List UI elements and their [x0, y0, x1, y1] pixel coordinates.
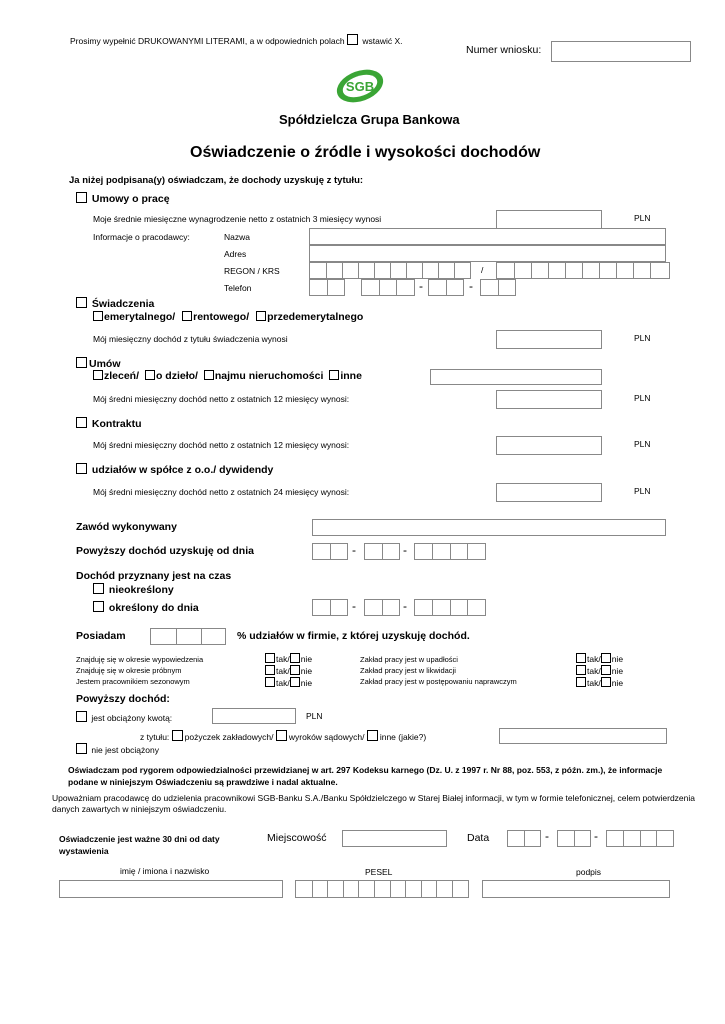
bank-name: Spółdzielcza Grupa Bankowa: [279, 112, 460, 127]
declaration-text: Oświadczam pod rygorem odpowiedzialności przewidzianej w art. 297 Kodeksu karnego (Dz. U. z 1997 r. Nr 88, poz. 553, z późn. zm.), że informacje podane w niniejszym Oświadczeniu są prawdziwe i nadal aktualne.: [68, 765, 663, 787]
reason-checkbox[interactable]: [276, 730, 287, 741]
employer-name-field[interactable]: [309, 228, 666, 245]
occupation-label: Zawód wykonywany: [76, 521, 177, 533]
status-left-labels: Znajduję się w okresie wypowiedzenia Znajduję się w okresie próbnym Jestem pracownikiem sezonowym: [76, 655, 204, 686]
until-day-field[interactable]: [312, 599, 348, 616]
pension-type-checkbox[interactable]: [93, 311, 103, 321]
currency-label: PLN: [634, 393, 651, 403]
not-burdened-checkbox[interactable]: [76, 743, 87, 754]
shares-income-field[interactable]: [496, 483, 602, 502]
share-percent-field[interactable]: [150, 628, 226, 645]
employment-option[interactable]: Umowy o pracę: [76, 192, 170, 205]
application-number-label: Numer wniosku:: [466, 44, 542, 56]
since-year-field[interactable]: [414, 543, 486, 560]
status-right-yesno[interactable]: tak/ nie tak/ nie tak/ nie: [576, 653, 623, 689]
since-month-field[interactable]: [364, 543, 400, 560]
signature-field[interactable]: [482, 880, 670, 898]
currency-label: PLN: [634, 213, 651, 223]
employer-address-label: Adres: [224, 249, 247, 259]
contracts-income-field[interactable]: [496, 390, 602, 409]
shares-income-label: Mój średni miesięczny dochód netto z ostatnich 24 miesięcy wynosi:: [93, 487, 350, 497]
phone-dash-1: -: [419, 279, 423, 293]
contract-type-checkbox[interactable]: [93, 370, 103, 380]
authorization-text: Upoważniam pracodawcę do udzielenia pracownikowi SGB-Banku S.A./Banku Spółdzielczego w Starej Białej informacji, w tym w formie telefonicznej, celem potwierdzenia danych zawartych w niniejszym oświadczeniu.: [52, 793, 695, 814]
currency-label: PLN: [634, 439, 651, 449]
checkbox-sample: [347, 34, 358, 45]
income-since-label: Powyższy dochód uzyskuję od dnia: [76, 545, 254, 557]
shares-option[interactable]: udziałów w spółce z o.o./ dywidendy: [76, 463, 273, 476]
validity-note: Oświadczenie jest ważne 30 dni od daty wystawienia: [59, 834, 220, 856]
contract-other-field[interactable]: [430, 369, 602, 385]
currency-label: PLN: [306, 711, 323, 721]
sgb-logo: [330, 65, 390, 112]
reason-other-field[interactable]: [499, 728, 667, 744]
regon-field[interactable]: [309, 262, 471, 279]
status-right-labels: Zakład pracy jest w upadłości Zakład pracy jest w likwidacji Zakład pracy jest w postępowaniu naprawczym: [360, 655, 517, 686]
contracts-checkbox[interactable]: [76, 357, 87, 368]
phone-part3-field[interactable]: [480, 279, 516, 296]
phone-part2-field[interactable]: [428, 279, 464, 296]
above-income-label: Powyższy dochód:: [76, 693, 170, 705]
pension-income-field[interactable]: [496, 330, 602, 349]
date-dash: -: [594, 829, 598, 843]
pension-type-checkbox[interactable]: [256, 311, 266, 321]
intro: Ja niżej podpisana(y) oświadczam, że dochody uzyskuję z tytułu:: [69, 175, 364, 186]
fullname-field[interactable]: [59, 880, 283, 898]
date-dash: -: [352, 543, 356, 557]
sign-day-field[interactable]: [507, 830, 541, 847]
contracts-income-label: Mój średni miesięczny dochód netto z ostatnich 12 miesięcy wynosi:: [93, 394, 350, 404]
pesel-field[interactable]: [295, 880, 469, 898]
pesel-label: PESEL: [365, 867, 393, 877]
contract-income-label: Mój średni miesięczny dochód netto z ostatnich 12 miesięcy wynosi:: [93, 440, 350, 450]
date-dash: -: [545, 829, 549, 843]
krs-field[interactable]: [496, 262, 670, 279]
date-label: Data: [467, 832, 490, 844]
pension-option[interactable]: Świadczenia: [76, 297, 154, 310]
place-field[interactable]: [342, 830, 447, 847]
own-suffix: % udziałów w firmie, z której uzyskuję dochód.: [237, 630, 470, 642]
burdened-checkbox[interactable]: [76, 711, 87, 722]
page-title: Oświadczenie o źródle i wysokości dochodów: [190, 144, 541, 161]
employer-name-label: Nazwa: [224, 232, 250, 242]
since-day-field[interactable]: [312, 543, 348, 560]
regon-slash: /: [481, 265, 484, 275]
fullname-label: imię / imiona i nazwisko: [120, 866, 210, 876]
pension-checkbox[interactable]: [76, 297, 87, 308]
logo-mark: SGB: [345, 79, 375, 94]
contract-checkbox[interactable]: [76, 417, 87, 428]
status-left-yesno[interactable]: tak/ nie tak/ nie tak/ nie: [265, 653, 312, 689]
not-burdened-option[interactable]: nie jest obciążony: [76, 743, 159, 755]
contract-income-field[interactable]: [496, 436, 602, 455]
contract-option[interactable]: Kontraktu: [76, 417, 142, 430]
place-label: Miejscowość: [267, 832, 327, 844]
until-month-field[interactable]: [364, 599, 400, 616]
date-dash: -: [352, 599, 356, 613]
reason-checkbox[interactable]: [367, 730, 378, 741]
reason-checkbox[interactable]: [172, 730, 183, 741]
instructions: Prosimy wypełnić DRUKOWANYMI LITERAMI, a w odpowiednich polach wstawić X.: [70, 36, 403, 46]
currency-label: PLN: [634, 486, 651, 496]
employer-info-label: Informacje o pracodawcy:: [93, 232, 190, 242]
phone-part1-field[interactable]: [361, 279, 415, 296]
currency-label: PLN: [634, 333, 651, 343]
signature-label: podpis: [576, 867, 602, 877]
pension-income-label: Mój miesięczny dochód z tytułu świadczenia wynosi: [93, 334, 288, 344]
date-dash: -: [403, 599, 407, 613]
until-year-field[interactable]: [414, 599, 486, 616]
phone-prefix-field[interactable]: [309, 279, 345, 296]
pension-type-checkbox[interactable]: [182, 311, 192, 321]
contract-types: zleceń/ o dzieło/ najmu nieruchomości inne: [93, 370, 362, 382]
salary-label: Moje średnie miesięczne wynagrodzenie netto z ostatnich 3 miesięcy wynosi: [93, 214, 382, 224]
pension-types: emerytalnego/ rentowego/ przedemerytalnego: [93, 311, 363, 323]
contract-type-checkbox[interactable]: [204, 370, 214, 380]
contract-type-checkbox[interactable]: [145, 370, 155, 380]
own-label: Posiadam: [76, 630, 126, 642]
contracts-option[interactable]: Umów: [76, 357, 121, 370]
salary-field[interactable]: [496, 210, 602, 229]
date-dash: -: [403, 543, 407, 557]
burden-reasons: z tytułu: pożyczek zakładowych/ wyroków sądowych/ inne (jakie?): [140, 732, 427, 742]
sign-year-field[interactable]: [606, 830, 674, 847]
indefinite-option[interactable]: nieokreślony: [93, 583, 174, 596]
burdened-option[interactable]: jest obciążony kwotą:: [76, 711, 172, 723]
employment-checkbox[interactable]: [76, 192, 87, 203]
definite-option[interactable]: określony do dnia: [93, 601, 199, 614]
definite-checkbox[interactable]: [93, 601, 104, 612]
phone-label: Telefon: [224, 283, 252, 293]
regon-label: REGON / KRS: [224, 266, 280, 276]
burden-amount-field[interactable]: [212, 708, 296, 724]
employer-address-field[interactable]: [309, 245, 666, 262]
contract-type-checkbox[interactable]: [329, 370, 339, 380]
granted-label: Dochód przyznany jest na czas: [76, 570, 232, 582]
sign-month-field[interactable]: [557, 830, 591, 847]
indefinite-checkbox[interactable]: [93, 583, 104, 594]
occupation-field[interactable]: [312, 519, 666, 536]
application-number-field[interactable]: [551, 41, 691, 62]
phone-dash-2: -: [469, 279, 473, 293]
shares-checkbox[interactable]: [76, 463, 87, 474]
